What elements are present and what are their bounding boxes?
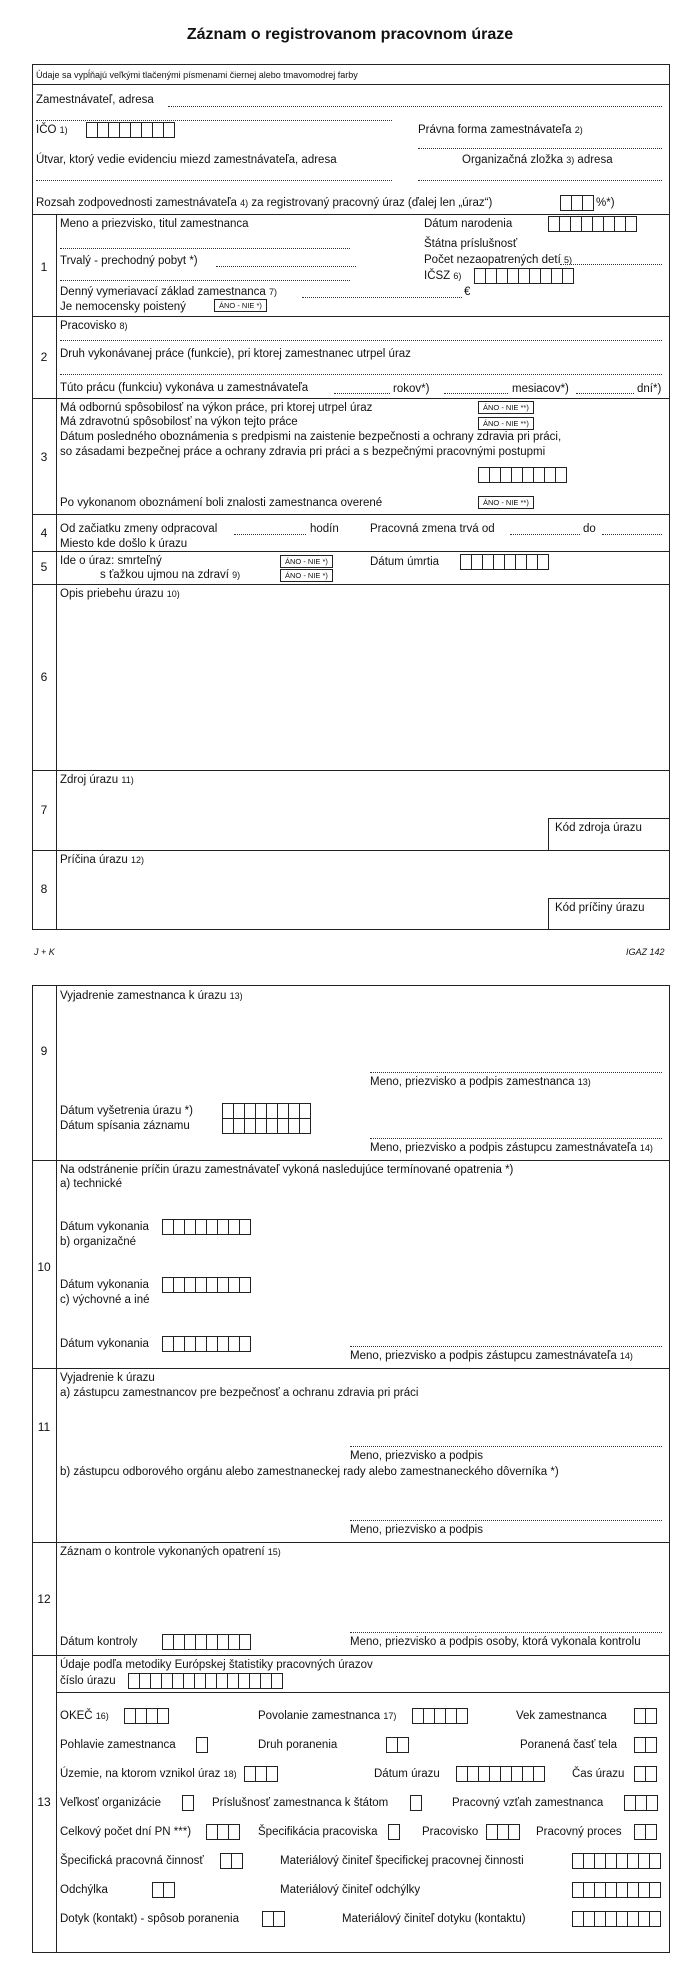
safety-rep-signature-label: Meno, priezvisko a podpis: [350, 1450, 483, 1462]
months-label: mesiacov*): [512, 383, 569, 395]
responsibility-label: Rozsah zodpovednosti zamestnávateľa 4) za registrovaný pracovný úraz (ďalej len „úraz“): [36, 197, 493, 209]
knowledge-verified-label: Po vykonanom oboznámení boli znalosti zamestnanca overené: [60, 497, 383, 509]
work-type-label: Druh vykonávanej práce (funkcie), pri ktorej zamestnanec utrpel úraz: [60, 348, 411, 360]
contact-boxes[interactable]: [262, 1911, 285, 1927]
fill-instructions: Údaje sa vypĺňajú veľkými tlačenými písmenami čiernej alebo tmavomodrej farby: [36, 70, 358, 80]
fatal-label: Ide o úraz: smrteľný: [60, 555, 162, 567]
age-label: Vek zamestnanca: [516, 1710, 607, 1722]
workplace-field[interactable]: [60, 340, 662, 341]
accident-date-label: Dátum úrazu: [374, 1768, 440, 1780]
sick-days-label: Celkový počet dní PN ***): [60, 1826, 192, 1838]
injury-type-label: Druh poranenia: [258, 1739, 338, 1751]
occupation-boxes[interactable]: [412, 1708, 468, 1724]
material-contact-label: Materiálový činiteľ dotyku (kontaktu): [342, 1913, 526, 1925]
section-7-number: 7: [40, 803, 48, 817]
specific-activity-label: Špecifická pracovná činnosť: [60, 1855, 204, 1867]
shift-from-field[interactable]: [510, 534, 580, 535]
nationality-label: Štátna príslušnosť: [424, 238, 518, 250]
technical-date-label: Dátum vykonania: [60, 1221, 149, 1233]
control-date-label: Dátum kontroly: [60, 1636, 138, 1648]
ico-label: IČO 1): [36, 124, 68, 136]
section-3-number: 3: [40, 450, 48, 464]
death-date-label: Dátum úmrtia: [370, 556, 440, 568]
workplace-label: Pracovisko 8): [60, 320, 128, 332]
footer-right: IGAZ 142: [626, 947, 665, 957]
gender-label: Pohlavie zamestnanca: [60, 1739, 176, 1751]
responsibility-percent-boxes[interactable]: [560, 195, 594, 211]
territory-label: Územie, na ktorom vznikol úraz 18): [60, 1768, 237, 1780]
org-unit-field[interactable]: [418, 180, 662, 181]
payroll-unit-label: Útvar, ktorý vedie evidenciu miezd zamestnávateľa, adresa: [36, 154, 337, 166]
injury-type-boxes[interactable]: [386, 1737, 409, 1753]
employer-rep-signature-label: Meno, priezvisko a podpis zástupcu zamestnávateľa 14): [370, 1142, 653, 1154]
control-date-boxes[interactable]: [162, 1634, 251, 1650]
shift-to-label: do: [583, 523, 596, 535]
section-2-number: 2: [40, 350, 48, 364]
workplace-eu-boxes[interactable]: [486, 1824, 520, 1840]
section-4-number: 4: [40, 526, 48, 540]
occupation-label: Povolanie zamestnanca 17): [258, 1710, 397, 1722]
employee-name-label: Meno a priezvisko, titul zamestnanca: [60, 218, 249, 230]
workplace-spec-box[interactable]: [388, 1824, 400, 1840]
employee-statement-label: Vyjadrenie zamestnanca k úrazu 13): [60, 990, 243, 1002]
section-9-number: 9: [40, 1044, 48, 1058]
nationality-eu-label: Príslušnosť zamestnanca k štátom: [212, 1797, 389, 1809]
daily-base-label: Denný vymeriavací základ zamestnanca 7): [60, 286, 278, 298]
investigation-date-label: Dátum vyšetrenia úrazu *): [60, 1105, 193, 1117]
okec-boxes[interactable]: [124, 1708, 169, 1724]
page-title: Záznam o registrovanom pracovnom úraze: [186, 26, 514, 43]
org-unit-label: Organizačná zložka 3) adresa: [462, 154, 613, 166]
ico-boxes[interactable]: [86, 122, 175, 138]
section-10-number: 10: [37, 1260, 51, 1274]
health-fitness-yes-no[interactable]: ÁNO - NIE **): [478, 417, 534, 430]
training-date-boxes[interactable]: [478, 467, 567, 483]
euro-sign: €: [464, 286, 471, 298]
residence-field[interactable]: [216, 266, 356, 267]
accident-time-boxes[interactable]: [634, 1766, 657, 1782]
qualification-label: Má odbornú spôsobilosť na výkon práce, pri ktorej utrpel úraz: [60, 402, 373, 414]
section-1-number: 1: [40, 260, 48, 274]
okec-label: OKEČ 16): [60, 1710, 109, 1722]
training-date-label: Dátum posledného oboznámenia s predpismi na zaistenie bezpečnosti a ochrany zdravia pri práci,: [60, 431, 562, 443]
record-date-boxes[interactable]: [222, 1118, 311, 1134]
statement-label: Vyjadrenie k úrazu: [60, 1372, 155, 1384]
material-contact-boxes[interactable]: [572, 1911, 661, 1927]
deviation-label: Odchýlka: [60, 1884, 108, 1896]
workplace-spec-label: Špecifikácia pracoviska: [258, 1826, 378, 1838]
accident-time-label: Čas úrazu: [572, 1768, 625, 1780]
body-part-label: Poranená časť tela: [520, 1739, 618, 1751]
section-11-number: 11: [37, 1420, 51, 1434]
serious-injury-yes-no[interactable]: ÁNO - NIE *): [280, 569, 333, 582]
employer-field[interactable]: [168, 106, 662, 107]
cause-code-field[interactable]: Kód príčiny úrazu: [548, 898, 670, 930]
hours-worked-label: Od začiatku zmeny odpracoval: [60, 523, 218, 535]
body-part-boxes[interactable]: [634, 1737, 657, 1753]
section-12-number: 12: [37, 1592, 51, 1606]
section-13-number: 13: [37, 1795, 51, 1809]
employment-relation-label: Pracovný vzťah zamestnanca: [452, 1797, 604, 1809]
gender-box[interactable]: [196, 1737, 208, 1753]
employer-label: Zamestnávateľ, adresa: [36, 94, 154, 106]
material-deviation-label: Materiálový činiteľ odchýlky: [280, 1884, 421, 1896]
birth-date-boxes[interactable]: [548, 216, 637, 232]
technical-label: a) technické: [60, 1178, 123, 1190]
control-signature-label: Meno, priezvisko a podpis osoby, ktorá vykonala kontrolu: [350, 1636, 641, 1648]
deviation-boxes[interactable]: [152, 1882, 175, 1898]
work-process-boxes[interactable]: [634, 1824, 657, 1840]
technical-date-boxes[interactable]: [162, 1219, 251, 1235]
legal-form-field[interactable]: [418, 148, 662, 149]
eu-stats-label: Údaje podľa metodiky Európskej štatistiky pracovných úrazov: [60, 1659, 373, 1671]
territory-boxes[interactable]: [244, 1766, 278, 1782]
knowledge-verified-yes-no[interactable]: ÁNO - NIE **): [478, 496, 534, 509]
educational-date-label: Dátum vykonania: [60, 1338, 149, 1350]
accident-cause-label: Príčina úrazu 12): [60, 854, 144, 866]
hours-worked-field[interactable]: [234, 534, 306, 535]
org-size-box[interactable]: [182, 1795, 194, 1811]
source-code-field[interactable]: Kód zdroja úrazu: [548, 818, 670, 850]
health-fitness-label: Má zdravotnú spôsobilosť na výkon tejto práce: [60, 416, 298, 428]
educational-date-boxes[interactable]: [162, 1336, 251, 1352]
fatal-yes-no[interactable]: ÁNO - NIE *): [280, 555, 333, 568]
material-deviation-boxes[interactable]: [572, 1882, 661, 1898]
accident-number-label: číslo úrazu: [60, 1675, 116, 1687]
insured-yes-no[interactable]: ÁNO - NIE *): [214, 299, 267, 312]
union-rep-label: b) zástupcu odborového orgánu alebo zamestnaneckej rady alebo zamestnaneckého dôverníka *): [60, 1466, 559, 1478]
organizational-date-label: Dátum vykonania: [60, 1279, 149, 1291]
payroll-unit-field[interactable]: [36, 180, 392, 181]
work-process-label: Pracovný proces: [536, 1826, 622, 1838]
organizational-label: b) organizačné: [60, 1236, 137, 1248]
accident-description-area[interactable]: [58, 604, 666, 768]
percent-sign: %*): [596, 197, 615, 209]
insured-label: Je nemocensky poistený: [60, 301, 186, 313]
footer-left: J + K: [34, 947, 55, 957]
safety-rep-label: a) zástupcu zamestnancov pre bezpečnosť a ochranu zdravia pri práci: [60, 1387, 419, 1399]
section-8-number: 8: [40, 882, 48, 896]
days-label: dní*): [637, 383, 662, 395]
accident-description-label: Opis priebehu úrazu 10): [60, 588, 180, 600]
shift-from-label: Pracovná zmena trvá od: [370, 523, 495, 535]
contact-label: Dotyk (kontakt) - spôsob poranenia: [60, 1913, 239, 1925]
qualification-yes-no[interactable]: ÁNO - NIE **): [478, 401, 534, 414]
measures-label: Na odstránenie príčin úrazu zamestnávateľ vykoná nasledujúce termínované opatrenia *): [60, 1164, 514, 1176]
employment-relation-boxes[interactable]: [624, 1795, 658, 1811]
section-6-number: 6: [40, 670, 48, 684]
work-duration-label: Túto prácu (funkciu) vykonáva u zamestnávateľa: [60, 382, 309, 394]
employee-signature-label: Meno, priezvisko a podpis zamestnanca 13): [370, 1076, 591, 1088]
employee-name-field[interactable]: [60, 248, 350, 249]
record-date-label: Dátum spísania záznamu: [60, 1120, 190, 1132]
legal-form-label: Právna forma zamestnávateľa 2): [418, 124, 583, 136]
serious-injury-label: s ťažkou ujmou na zdraví 9): [100, 569, 241, 581]
workplace-eu-label: Pracovisko: [422, 1826, 479, 1838]
educational-label: c) výchovné a iné: [60, 1294, 150, 1306]
section-5-number: 5: [40, 560, 48, 574]
control-record-label: Záznam o kontrole vykonaných opatrení 15): [60, 1546, 281, 1558]
work-type-field[interactable]: [60, 374, 662, 375]
nationality-eu-box[interactable]: [410, 1795, 422, 1811]
death-date-boxes[interactable]: [460, 554, 549, 570]
union-rep-signature-label: Meno, priezvisko a podpis: [350, 1524, 483, 1536]
age-boxes[interactable]: [634, 1708, 657, 1724]
accident-number-boxes[interactable]: [128, 1673, 283, 1689]
sick-days-boxes[interactable]: [206, 1824, 240, 1840]
material-specific-label: Materiálový činiteľ špecifickej pracovnej činnosti: [280, 1855, 524, 1867]
organizational-date-boxes[interactable]: [162, 1277, 251, 1293]
training-date-label-2: so zásadami bezpečnej práce a ochrany zdravia pri práci a s bezpečnými pracovnými postupmi: [60, 446, 546, 458]
icsz-label: IČSZ 6): [424, 270, 462, 282]
measures-signature-label: Meno, priezvisko a podpis zástupcu zamestnávateľa 14): [350, 1350, 633, 1362]
residence-label: Trvalý - prechodný pobyt *): [60, 255, 198, 267]
accident-source-label: Zdroj úrazu 11): [60, 774, 134, 786]
investigation-date-boxes[interactable]: [222, 1103, 311, 1119]
specific-activity-boxes[interactable]: [220, 1853, 243, 1869]
material-specific-boxes[interactable]: [572, 1853, 661, 1869]
birth-date-label: Dátum narodenia: [424, 218, 513, 230]
years-label: rokov*): [393, 383, 430, 395]
icsz-boxes[interactable]: [474, 268, 574, 284]
accident-date-boxes[interactable]: [456, 1766, 545, 1782]
children-count-label: Počet nezaopatrených detí 5): [424, 254, 573, 266]
accident-place-label: Miesto kde došlo k úrazu: [60, 538, 188, 550]
shift-to-field[interactable]: [602, 534, 662, 535]
org-size-label: Veľkosť organizácie: [60, 1797, 162, 1809]
daily-base-field[interactable]: [302, 297, 462, 298]
hours-label: hodín: [310, 523, 339, 535]
